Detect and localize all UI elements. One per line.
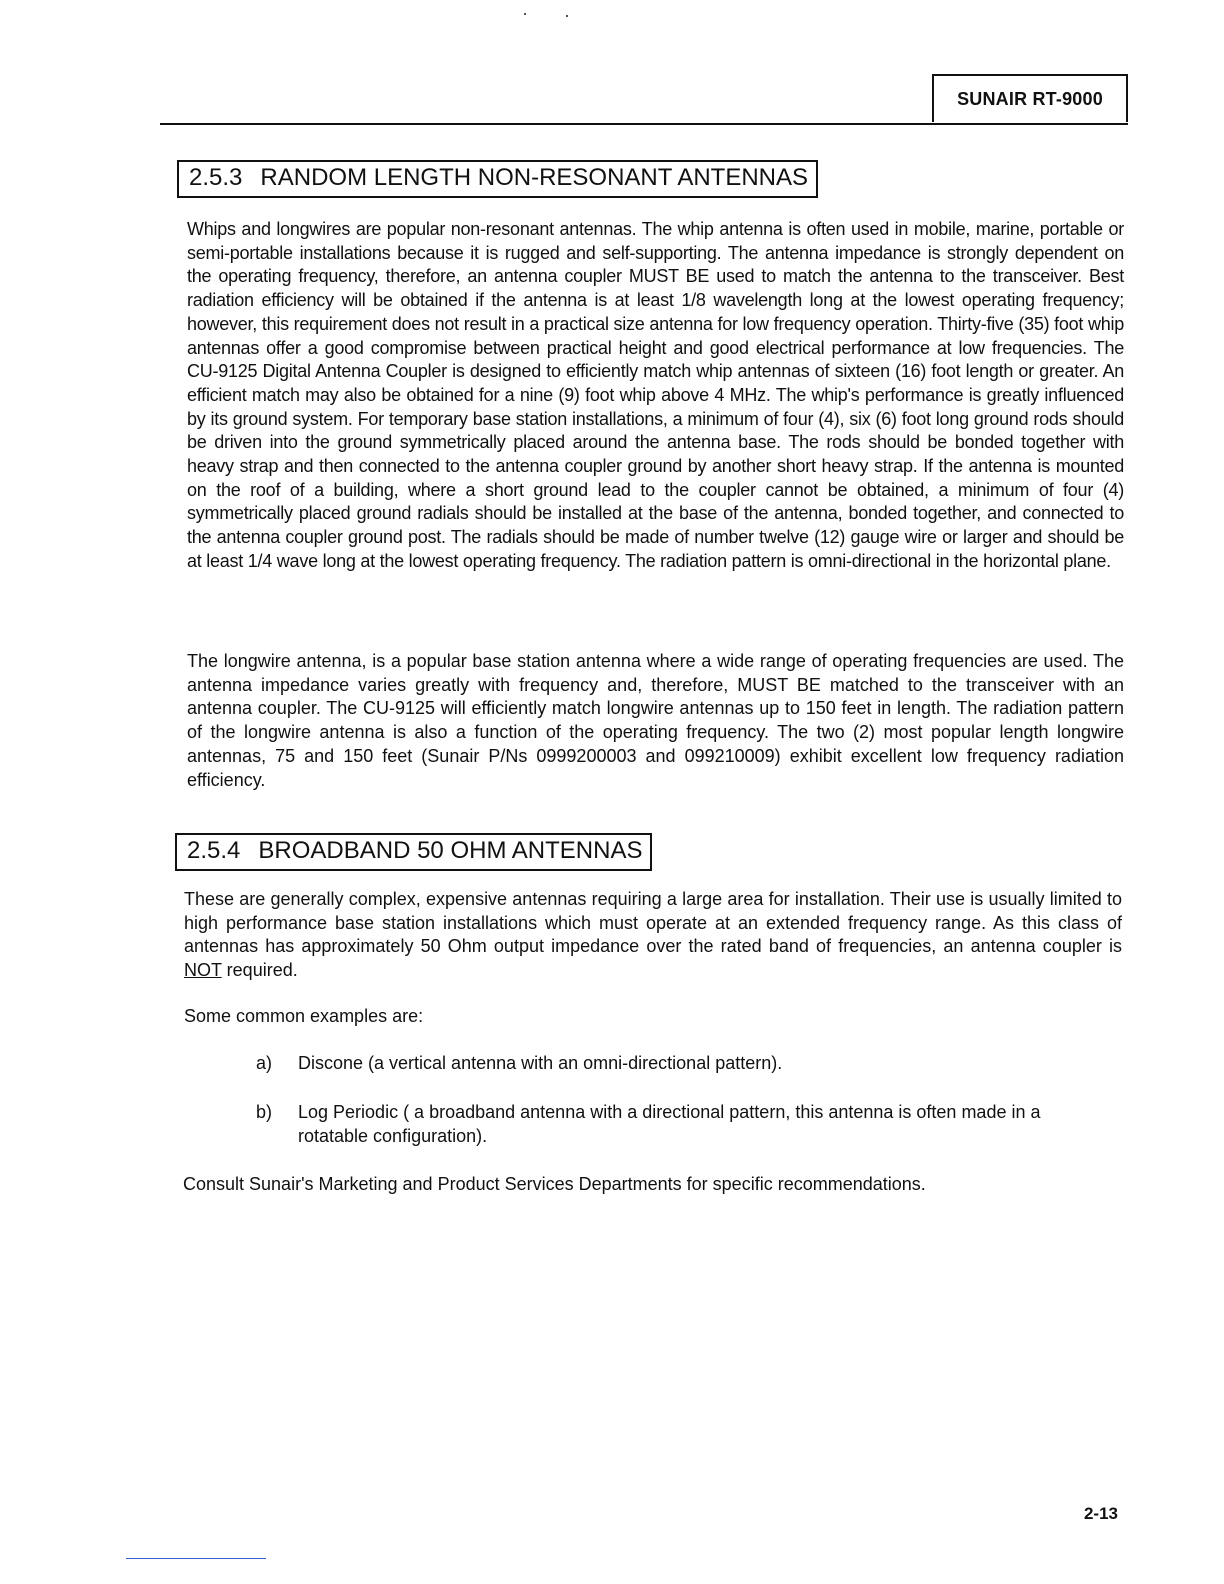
scan-speck [524, 13, 526, 15]
list-item-text: Discone (a vertical antenna with an omni-directional pattern). [298, 1053, 783, 1073]
examples-intro: Some common examples are: [184, 1006, 424, 1026]
paragraph-longwire-antenna: The longwire antenna, is a popular base station antenna where a wide range of operating frequencies are used. The antenna impedance varies greatly with frequency and, therefore, MUST BE matched to the transceiver with an antenna coupler. The CU-9125 will efficiently match longwire antennas up to 150 feet in length. The radiation pattern of the longwire antenna is also a function of the operating frequency. The two (2) most popular length longwire antennas, 75 and 150 feet (Sunair P/Ns 0999200003 and 099210009) exhibit excellent low frequency radiation efficiency. [187, 651, 1124, 790]
emphasis-not: NOT [184, 960, 222, 981]
list-item [256, 1101, 1076, 1148]
section-number: 2.5.4 [187, 837, 241, 864]
section-title: RANDOM LENGTH NON-RESONANT ANTENNAS [260, 164, 809, 191]
bottom-edge-mark [126, 1558, 266, 1559]
closing-paragraph: Consult Sunair's Marketing and Product Services Departments for specific recommendations. [183, 1174, 926, 1194]
list-item [256, 1052, 1076, 1076]
section-title: BROADBAND 50 OHM ANTENNAS [258, 837, 643, 864]
page-number: 2-13 [1083, 1504, 1118, 1523]
list-marker: b) [256, 1102, 273, 1122]
paragraph-whips-longwires: Whips and longwires are popular non-resonant antennas. The whip antenna is often used in mobile, marine, portable or semi-portable installations because it is rugged and self-supporting. The antenna impedance is strongly dependent on the operating frequency, therefore, an antenna coupler MUST BE used to match the antenna to the transceiver. Best radiation efficiency will be obtained if the antenna is at least 1/8 wavelength long at the lowest operating frequency; however, this requirement does not result in a practical size antenna for low frequency operation. Thirty-five (35) foot whip antennas offer a good compromise between practical height and good electrical performance at low frequencies. The CU-9125 Digital Antenna Coupler is designed to efficiently match whip antennas of sixteen (16) foot length or greater. An efficient match may also be obtained for a nine (9) foot whip above 4 MHz. The whip's performance is greatly influenced by its ground system. For temporary base station installations, a minimum of four (4), six (6) foot long ground rods should be driven into the ground symmetrically placed around the antenna base. The rods should be bonded together with heavy strap and then connected to the antenna coupler ground by another short heavy strap. If the antenna is mounted on the roof of a building, where a short ground lead to the coupler cannot be obtained, a minimum of four (4) symmetrically placed ground radials should be installed at the base of the antenna, bonded together, and connected to the antenna coupler ground post. The radials should be made of number twelve (12) gauge wire or larger and should be at least 1/4 wave long at the lowest operating frequency. The radiation pattern is omni-directional in the horizontal plane. [187, 219, 1124, 571]
section-number: 2.5.3 [189, 164, 243, 191]
section-heading-2-5-3 [177, 160, 818, 198]
header-rule [160, 123, 1128, 125]
paragraph-text: These are generally complex, expensive antennas requiring a large area for installation. Their use is usually limited to high performance base station installations which must operate at an extended frequency range. As this class of antennas has approximately 50 Ohm output impedance over the rated band of frequencies, an antenna coupler is [184, 889, 1122, 957]
paragraph-broadband-antennas [184, 888, 1122, 983]
section-heading-2-5-4 [175, 833, 652, 871]
scan-speck [566, 15, 568, 17]
list-marker: a) [256, 1053, 273, 1073]
document-model-label: SUNAIR RT-9000 [932, 74, 1128, 122]
paragraph-text: required. [221, 960, 298, 981]
list-item-text: Log Periodic ( a broadband antenna with a directional pattern, this antenna is often made in a rotatable configuration). [298, 1102, 1041, 1146]
page-header [160, 74, 1128, 126]
